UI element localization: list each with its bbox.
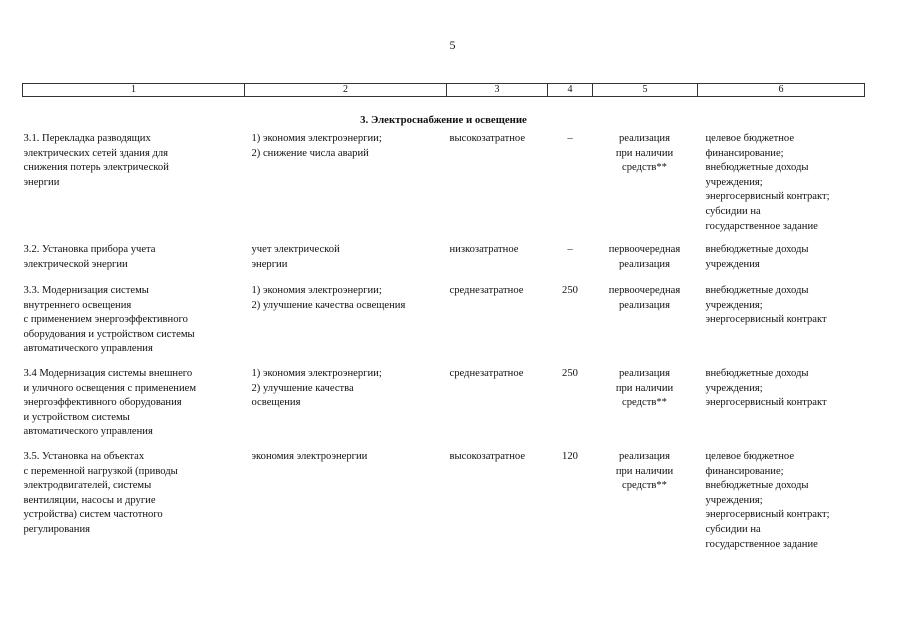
section-heading-row	[23, 97, 865, 130]
measure-effect: экономия электроэнергии	[251, 451, 368, 462]
measure-name: 3.5. Установка на объектах с переменной нагрузкой (приводы электродвигателей, системы вентиляции, насосы и другие устройства) систем частотного регулирования	[23, 451, 178, 535]
table-row	[23, 240, 865, 281]
measure-cost-category: высокозатратное	[449, 451, 526, 462]
measure-priority: первоочередная реализация	[608, 285, 681, 311]
measure-value: –	[567, 133, 573, 144]
table-row	[23, 281, 865, 364]
measure-name: 3.2. Установка прибора учета электрической энергии	[23, 244, 156, 270]
measure-priority: реализация при наличии средств**	[615, 133, 674, 174]
measure-funding: внебюджетные доходы учреждения; энергосервисный контракт	[705, 285, 827, 326]
measures-table	[22, 83, 865, 554]
page-number: 5	[449, 38, 456, 52]
column-number-row	[23, 84, 865, 97]
measure-value: 120	[562, 451, 578, 462]
column-number-5: 5	[593, 84, 698, 97]
measure-cost-category: среднезатратное	[449, 368, 524, 379]
measure-funding: целевое бюджетное финансирование; внебюджетные доходы учреждения; энергосервисный контракт; субсидии на государственное задание	[705, 451, 830, 550]
measure-effect: учет электрической энергии	[251, 244, 340, 270]
measure-funding: внебюджетные доходы учреждения; энергосервисный контракт	[705, 368, 827, 409]
measure-effect: 1) экономия электроэнергии; 2) снижение числа аварий	[251, 133, 382, 159]
table-row	[23, 364, 865, 447]
measure-name: 3.3. Модернизация системы внутреннего освещения с применением энергоэффективного оборудования и устройством системы автоматического управления	[23, 285, 195, 355]
measure-priority: первоочередная реализация	[608, 244, 681, 270]
measure-funding: внебюджетные доходы учреждения	[705, 244, 809, 270]
measure-funding: целевое бюджетное финансирование; внебюджетные доходы учреждения; энергосервисный контракт; субсидии на государственное задание	[705, 133, 830, 232]
table-row	[23, 447, 865, 554]
measure-name: 3.1. Перекладка разводящих электрических сетей здания для снижения потерь электрической энергии	[23, 133, 169, 188]
measure-value: 250	[562, 368, 578, 379]
column-number-3: 3	[447, 84, 548, 97]
measure-value: 250	[562, 285, 578, 296]
measure-priority: реализация при наличии средств**	[615, 368, 674, 409]
measure-value: –	[567, 244, 573, 255]
section-title: 3. Электроснабжение и освещение	[360, 113, 527, 126]
column-number-6: 6	[698, 84, 865, 97]
column-number-4: 4	[548, 84, 593, 97]
measure-effect: 1) экономия электроэнергии; 2) улучшение качества освещения	[251, 368, 382, 409]
column-number-2: 2	[245, 84, 447, 97]
measure-priority: реализация при наличии средств**	[615, 451, 674, 492]
column-number-1: 1	[23, 84, 245, 97]
measure-cost-category: высокозатратное	[449, 133, 526, 144]
measure-name: 3.4 Модернизация системы внешнего и уличного освещения с применением энергоэффективного оборудования и устройством системы автоматического управления	[23, 368, 197, 438]
measure-cost-category: низкозатратное	[449, 244, 519, 255]
measure-effect: 1) экономия электроэнергии; 2) улучшение качества освещения	[251, 285, 406, 311]
table-row	[23, 129, 865, 240]
measure-cost-category: среднезатратное	[449, 285, 524, 296]
